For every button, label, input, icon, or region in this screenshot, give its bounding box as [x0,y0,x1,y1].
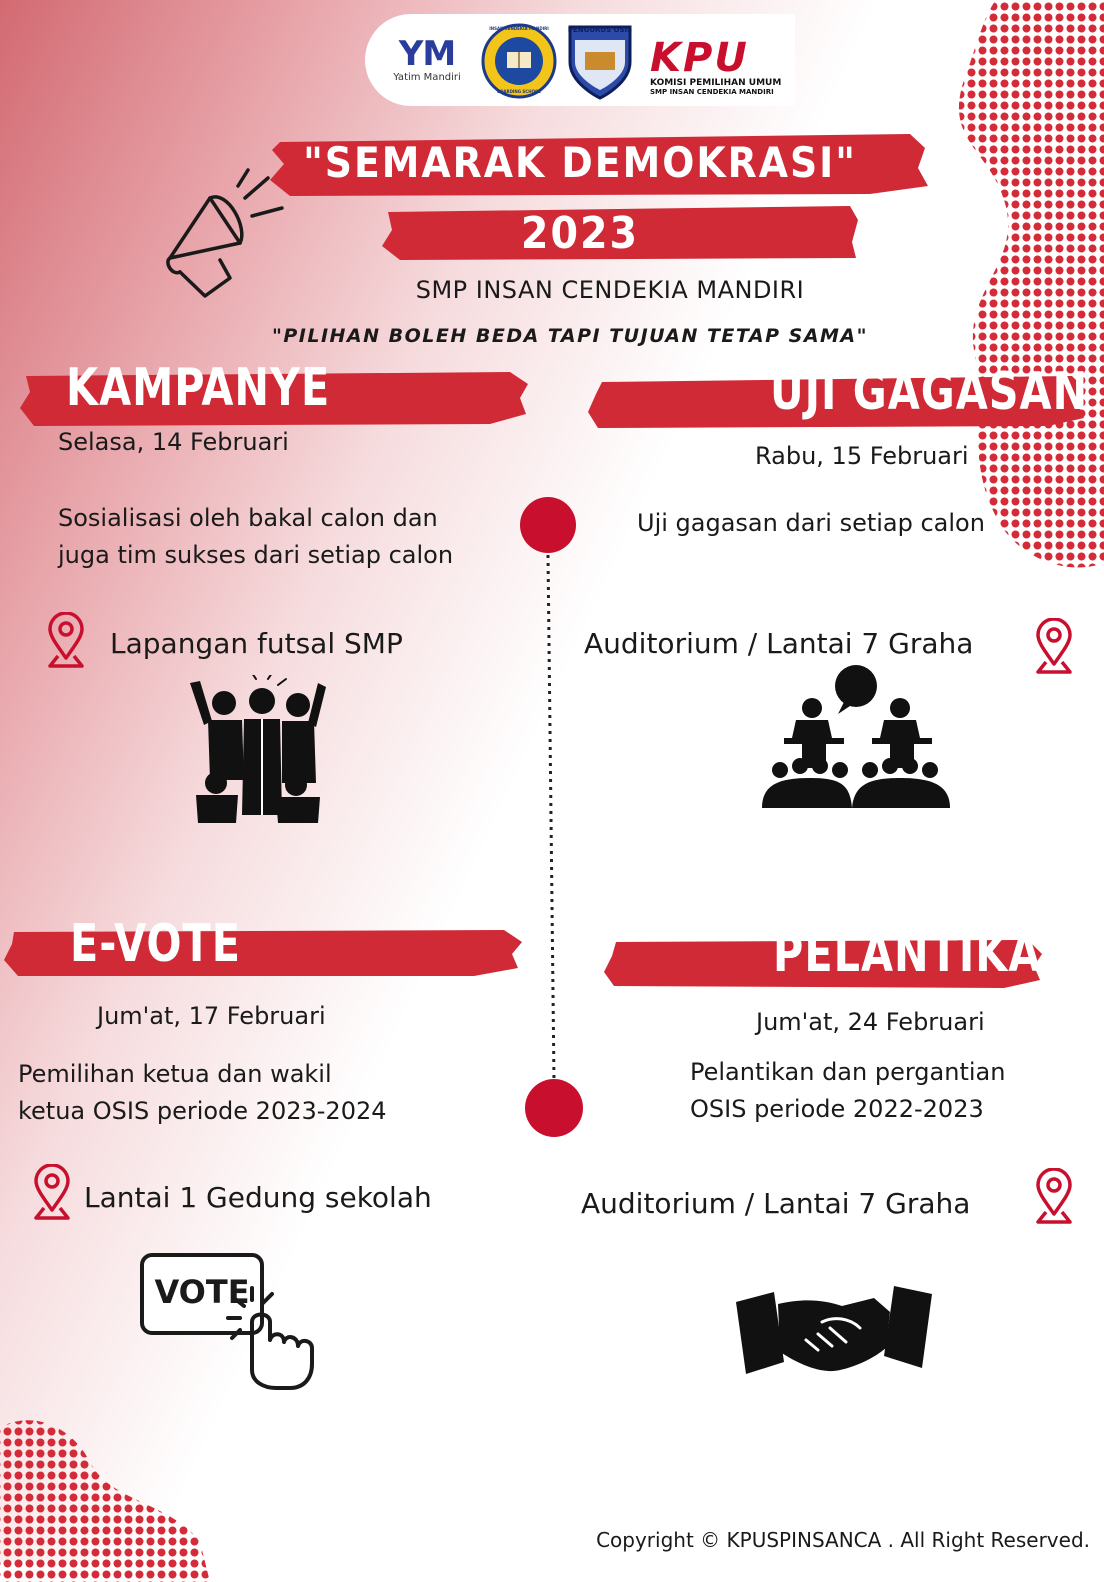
kpu-logo [650,35,800,98]
evote-desc [18,1056,387,1130]
dot-pattern-bottom-left [0,1382,210,1582]
insan-ring-text: INSAN CENDEKIA MANDIRI [489,26,549,31]
debate-icon [760,662,952,812]
kampanye-desc-line1: Sosialisasi oleh bakal calon dan [58,504,438,532]
location-pin-icon [1034,1168,1074,1224]
location-pin-icon [1034,618,1074,674]
main-year: 2023 [520,208,640,259]
pelantikan-desc-line2: OSIS periode 2022-2023 [690,1095,984,1123]
location-pin-icon [46,612,86,668]
insan-cendekia-text [480,22,558,100]
logo-bar [365,14,795,106]
crowd-icon [186,675,332,825]
megaphone-icon [150,168,290,313]
tagline: "PILIHAN BOLEH BEDA TAPI TUJUAN TETAP SAMA" [271,325,869,347]
pelantikan-title: PELANTIKAN [773,922,1077,984]
osis-logo-text: PENGURUS OSIS [567,26,633,34]
evote-desc-line1: Pemilihan ketua dan wakil [18,1060,332,1088]
kampanye-date: Selasa, 14 Februari [58,428,289,456]
school-name: SMP INSAN CENDEKIA MANDIRI [415,276,805,304]
handshake-icon [734,1282,934,1382]
kpu-mark: KPU [650,35,749,81]
insan-bottom-text: BOARDING SCHOOL [497,89,541,94]
pelantikan-location: Auditorium / Lantai 7 Graha [581,1187,971,1220]
kpu-line1: KOMISI PEMILIHAN UMUM [650,78,782,88]
kampanye-location: Lapangan futsal SMP [110,627,403,660]
kampanye-desc [58,500,453,574]
kampanye-desc-line2: juga tim sukses dari setiap calon [58,541,454,569]
evote-desc-line2: ketua OSIS periode 2023-2024 [18,1097,387,1125]
uji-gagasan-date: Rabu, 15 Februari [755,442,969,470]
uji-gagasan-location: Auditorium / Lantai 7 Graha [584,627,974,660]
location-pin-icon [32,1164,72,1220]
evote-title: E-VOTE [70,912,242,974]
copyright-text: Copyright © KPUSPINSANCA . All Right Reserved. [596,1528,1090,1552]
evote-location: Lantai 1 Gedung sekolah [84,1181,432,1214]
evote-date: Jum'at, 17 Februari [97,1002,326,1030]
vote-label: VOTE [154,1273,250,1311]
timeline [520,495,590,1145]
pelantikan-desc-line1: Pelantikan dan pergantian [690,1058,1006,1086]
yatim-mandiri-logo [387,34,467,94]
kpu-line2: SMP INSAN CENDEKIA MANDIRI [650,88,774,96]
uji-gagasan-title: UJI GAGASAN [770,360,1089,422]
main-title: "SEMARAK DEMOKRASI" [303,138,857,187]
ym-text: Yatim Mandiri [393,72,461,83]
pengurus-osis-logo [565,22,635,102]
dot-pattern-top-right [944,0,1104,590]
uji-gagasan-desc [637,505,985,542]
pelantikan-date: Jum'at, 24 Februari [756,1008,985,1036]
ym-mark: YM [398,34,456,74]
pelantikan-desc [690,1054,1005,1128]
uji-gagasan-desc-line1: Uji gagasan dari setiap calon [637,509,985,537]
kampanye-title: KAMPANYE [66,356,331,418]
